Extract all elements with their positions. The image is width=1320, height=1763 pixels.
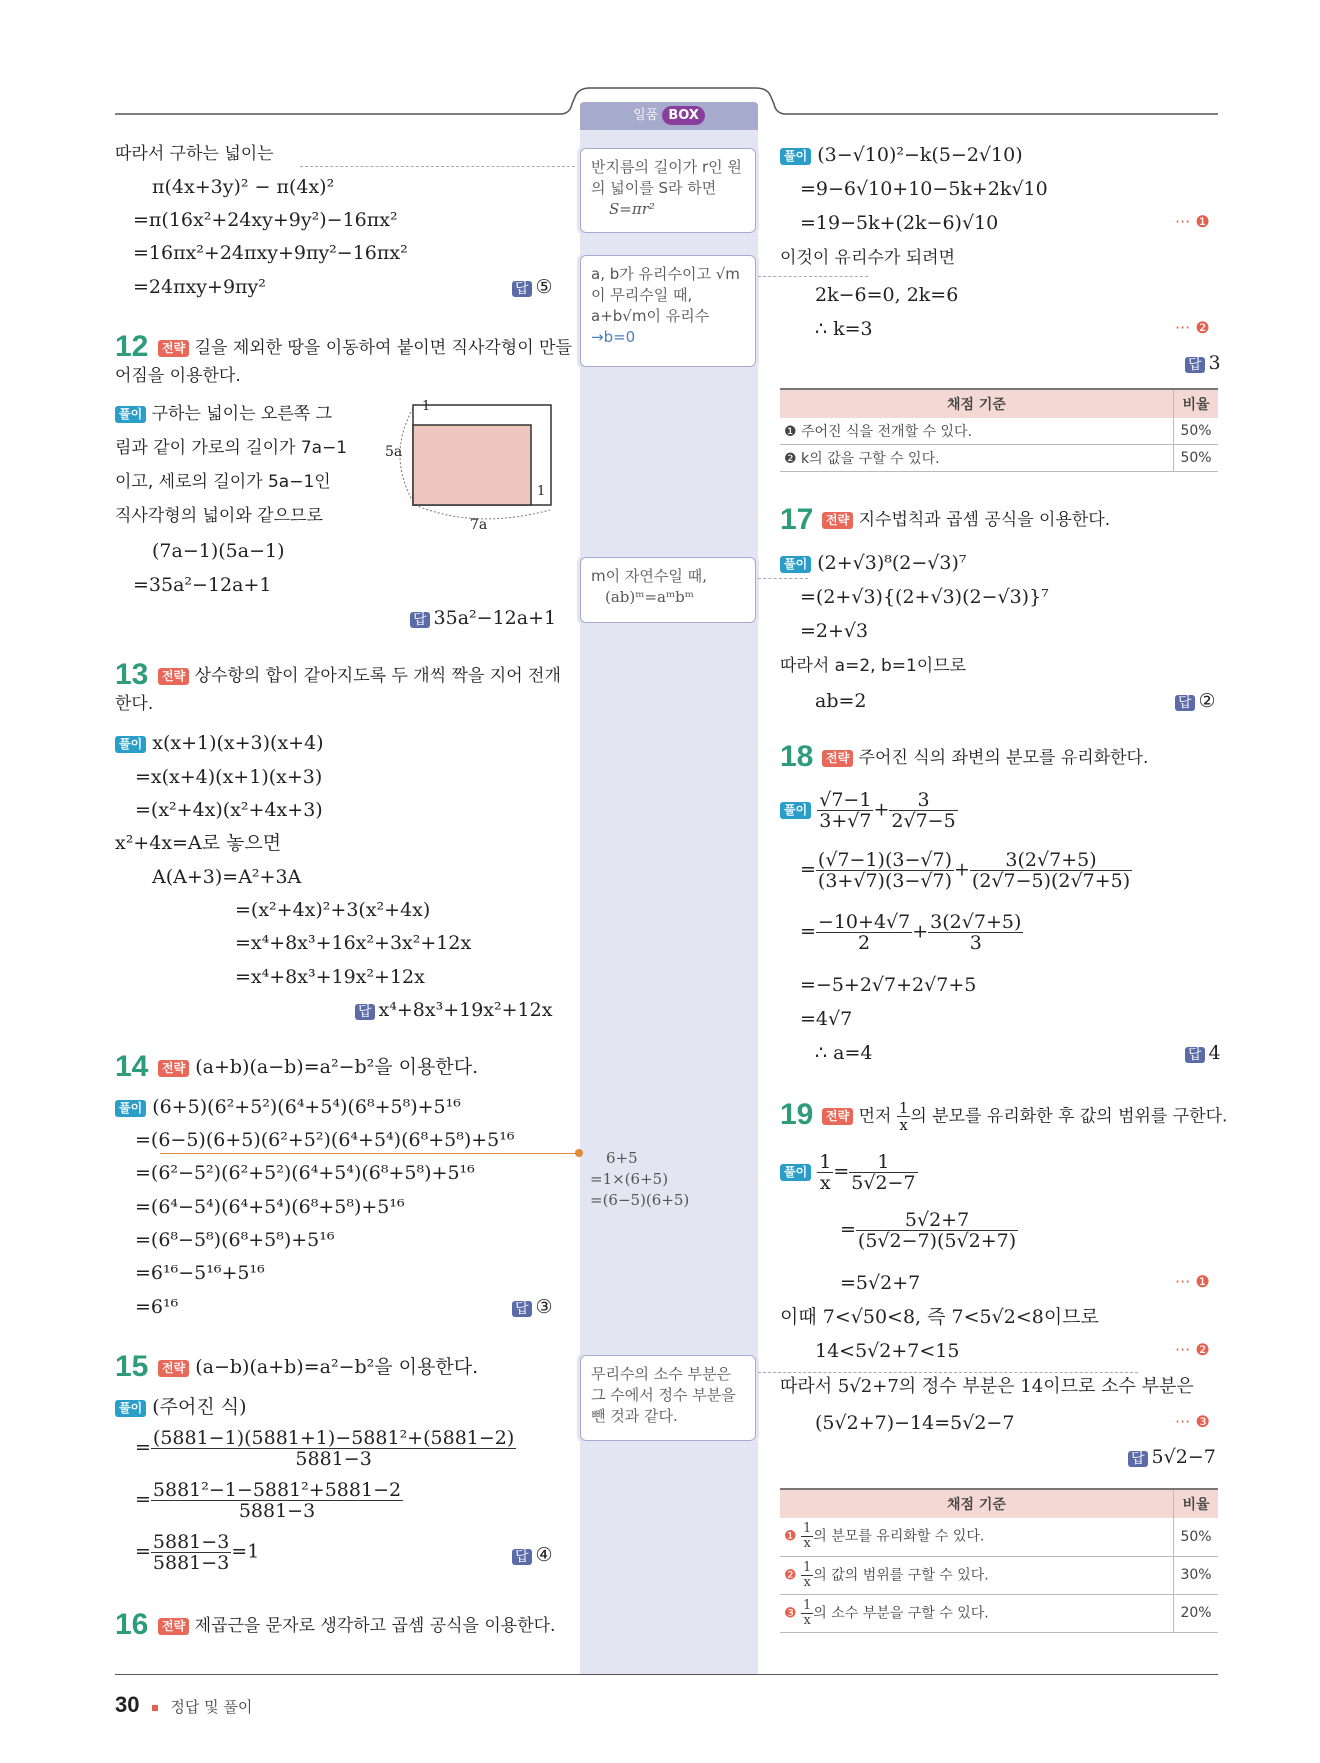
- connector-line: [300, 166, 580, 167]
- denominator: (2√7−5)(2√7+5): [971, 870, 1131, 892]
- eq-line: 이때 7<√50<8, 즉 7<5√2<8이므로: [780, 1306, 1099, 1328]
- strategy-text: 제곱근을 문자로 생각하고 곱셈 공식을 이용한다.: [194, 1616, 556, 1636]
- table-cell: 50%: [1174, 1518, 1219, 1556]
- numerator: (5881−1)(5881+1)−5881²+(5881−2): [152, 1427, 515, 1449]
- fraction: [816, 912, 912, 953]
- numerator: 3(2√7+5): [970, 850, 1132, 871]
- table-cell: [780, 1594, 1174, 1632]
- answer-value: ⑤: [535, 276, 553, 298]
- note-text: =(6−5)(6+5): [590, 1191, 690, 1209]
- footer-bullet-icon: [152, 1705, 158, 1711]
- table-row: [780, 1518, 1218, 1556]
- answer-value: 3: [1208, 352, 1221, 374]
- connector-line: [160, 1153, 580, 1154]
- answer: [1175, 686, 1216, 718]
- numerator: 3(2√7+5): [930, 911, 1022, 933]
- solution-line: [780, 548, 967, 578]
- eq-line: =9−6√10+10−5k+2k√10: [800, 178, 1048, 200]
- note-text: 이 무리수일 때,: [591, 286, 693, 304]
- problem-number: 19: [780, 1098, 814, 1131]
- solution-tag: 풀이: [780, 1164, 811, 1181]
- box-tab-badge: BOX: [662, 106, 705, 125]
- fraction: [928, 912, 1023, 953]
- answer-value: 4: [1208, 1042, 1221, 1064]
- numerator: −10+4√7: [817, 911, 911, 933]
- numerator: √7−1: [819, 789, 872, 811]
- denominator: 3+√7: [819, 810, 872, 832]
- table-header: 채점 기준: [780, 389, 1174, 418]
- eq-line: =24πxy+9πy²: [133, 276, 266, 298]
- eq-line: =(6²−5²)(6²+5²)(6⁴+5⁴)(6⁸+5⁸)+5¹⁶: [135, 1162, 475, 1184]
- denominator: 5881−3: [238, 1500, 316, 1522]
- note-box: [580, 255, 756, 367]
- eq-line: ab=2: [815, 690, 867, 712]
- answer-icon: 답: [1185, 357, 1205, 373]
- table-cell: 30%: [1174, 1556, 1219, 1594]
- note-text: 6+5: [606, 1149, 638, 1167]
- table-cell: 50%: [1174, 418, 1219, 445]
- table-row: [780, 1594, 1218, 1632]
- scoring-table: [780, 388, 1218, 472]
- fraction: [849, 1152, 917, 1193]
- answer-icon: 답: [410, 612, 430, 628]
- eq-line: =π(16x²+24xy+9y²)−16πx²: [133, 209, 398, 231]
- page-number: 30: [115, 1692, 140, 1717]
- strategy: [822, 1100, 1227, 1133]
- fraction-line: = $\frac{-10+4√7}{2}$ + $\frac{3(2√7+5)}{3}$: [800, 911, 1022, 954]
- table-header: 비율: [1174, 389, 1219, 418]
- strategy-cont: 한다.: [115, 694, 154, 714]
- note-text: a, b가 유리수이고 √m: [591, 265, 740, 283]
- step-icon: ❷: [784, 1567, 797, 1583]
- denominator: (5√2−7)(5√2+7): [857, 1230, 1017, 1252]
- fraction: [817, 790, 873, 831]
- table-cell: 50%: [1174, 445, 1219, 472]
- strategy-tag: 전략: [822, 1108, 853, 1125]
- answer-icon: 답: [1128, 1451, 1148, 1467]
- table-row: [780, 1556, 1218, 1594]
- answer-icon: 답: [1175, 695, 1195, 711]
- note-text: (ab)ᵐ=aᵐbᵐ: [605, 588, 694, 606]
- answer: [1185, 348, 1221, 380]
- eq-line: =(6−5)(6+5)(6²+5²)(6⁴+5⁴)(6⁸+5⁸)+5¹⁶: [135, 1129, 515, 1151]
- solution-line: 직사각형의 넓이와 같으므로: [115, 506, 323, 526]
- problem-number: 16: [115, 1608, 149, 1641]
- problem-number: 13: [115, 658, 149, 691]
- eq-line: =6¹⁶: [135, 1296, 179, 1318]
- eq-line: =x⁴+8x³+19x²+12x: [235, 966, 425, 988]
- eq-text: (3−√10)²−k(5−2√10): [817, 144, 1023, 166]
- note-text: 반지름의 길이가 r인 원: [591, 158, 742, 176]
- note-box: [580, 148, 756, 233]
- eq-line: x²+4x=A로 놓으면: [115, 832, 282, 854]
- numerator: 3: [889, 790, 957, 811]
- page-footer: [115, 1692, 252, 1718]
- eq-line: (5√2+7)−14=5√2−7: [815, 1412, 1015, 1434]
- result: =1: [231, 1540, 260, 1563]
- numerator: (√7−1)(3−√7): [817, 849, 952, 871]
- answer-value: x⁴+8x³+19x²+12x: [378, 999, 553, 1021]
- solution-line: 이고, 세로의 길이가 5a−1인: [115, 472, 331, 492]
- criterion-text: 의 소수 부분을 구할 수 있다.: [813, 1605, 989, 1621]
- answer-value: 35a²−12a+1: [433, 607, 557, 629]
- footer-title: 정답 및 풀이: [170, 1698, 253, 1716]
- problem-number: 14: [115, 1050, 149, 1083]
- strategy: [158, 1052, 478, 1082]
- eq-line: =2+√3: [800, 620, 869, 642]
- denominator: x: [819, 1172, 831, 1194]
- step-marker: ··· ❶: [1175, 212, 1210, 231]
- answer-value: ③: [535, 1296, 553, 1318]
- fig-label: 1: [537, 484, 546, 499]
- footer-rule: [115, 1674, 1218, 1675]
- strategy-text: 길을 제외한 땅을 이동하여 붙이면 직사각형이 만들: [194, 338, 572, 358]
- note-text: 그 수에서 정수 부분을: [591, 1386, 736, 1404]
- answer: [1128, 1442, 1216, 1474]
- eq-line: ∴ k=3: [815, 318, 873, 340]
- eq-text: (6+5)(6²+5²)(6⁴+5⁴)(6⁸+5⁸)+5¹⁶: [152, 1096, 461, 1118]
- strategy-text: 먼저: [858, 1106, 892, 1127]
- fraction: [151, 1532, 231, 1573]
- note-text: 무리수의 소수 부분은: [591, 1365, 731, 1383]
- numerator: 1: [803, 1559, 812, 1575]
- step-marker: ··· ❷: [1175, 1340, 1210, 1359]
- answer: [512, 1292, 553, 1324]
- note-box: [580, 557, 756, 623]
- step-marker: ··· ❷: [1175, 318, 1210, 337]
- answer-icon: 답: [355, 1004, 375, 1020]
- strategy: [158, 334, 572, 362]
- problem-number: 17: [780, 503, 814, 536]
- numerator: 5√2+7: [856, 1210, 1018, 1231]
- answer: [1185, 1038, 1221, 1070]
- solution-text: 구하는 넓이는 오른쪽 그: [151, 404, 333, 424]
- eq-line: A(A+3)=A²+3A: [152, 866, 302, 888]
- numerator: 1: [803, 1521, 812, 1537]
- step-icon: ❸: [784, 1605, 797, 1621]
- numerator: 1: [819, 1151, 832, 1173]
- answer-value: ④: [535, 1544, 553, 1566]
- strategy-text: 지수법칙과 곱셈 공식을 이용한다.: [858, 510, 1111, 530]
- strategy: [158, 1352, 478, 1382]
- eq-text: x(x+1)(x+3)(x+4): [152, 732, 324, 754]
- answer-icon: 답: [512, 281, 532, 297]
- eq-line: =4√7: [800, 1008, 853, 1030]
- fraction-line: = $\frac{5881-3}{5881-3}$ =1: [135, 1531, 260, 1574]
- eq-text: (2+√3)⁸(2−√3)⁷: [817, 552, 967, 574]
- table-row: [780, 445, 1218, 472]
- connector-line: [758, 276, 868, 277]
- table-cell: ❷ k의 값을 구할 수 있다.: [780, 445, 1174, 472]
- solution-line: 림과 같이 가로의 길이가 7a−1: [115, 438, 348, 458]
- strategy-tag: 전략: [822, 512, 853, 529]
- solution-tag: 풀이: [780, 556, 811, 573]
- table-header: 채점 기준: [780, 1489, 1174, 1518]
- fraction-line: = $\frac{(√7-1)(3-√7)}{(3+√7)(3-√7)}$ + $\frac{3(2√7+5)}{(2√7-5)(2√7+5)}$: [800, 849, 1131, 892]
- fraction-line: 풀이 $\frac{√7-1}{3+√7}$ + $\frac{3}{2√7-5}$: [780, 790, 958, 831]
- solution-tag: 풀이: [780, 148, 811, 165]
- connector-line: [758, 578, 808, 579]
- problem-number: 12: [115, 330, 149, 363]
- fraction: [856, 1210, 1018, 1251]
- solution-tag: 풀이: [115, 406, 146, 423]
- fraction: [801, 1599, 813, 1628]
- strategy-cont: 어짐을 이용한다.: [115, 366, 241, 386]
- eq-line: 14<5√2+7<15: [815, 1340, 960, 1362]
- note-text: m이 자연수일 때,: [591, 567, 707, 585]
- problem-number: 18: [780, 740, 814, 773]
- fraction-line: = $\frac{\text{5881²−1−5881²+5881−2}}{5881-3}$: [135, 1479, 402, 1522]
- fraction: [151, 1480, 403, 1521]
- table-row: [780, 418, 1218, 445]
- note-text: =1×(6+5): [590, 1170, 669, 1188]
- fig-label: 1: [422, 399, 431, 414]
- solution-tag: 풀이: [115, 1400, 146, 1417]
- box-tab: [580, 102, 758, 130]
- table-header: 비율: [1174, 1489, 1219, 1518]
- fraction: [889, 790, 957, 831]
- answer-value: 5√2−7: [1151, 1446, 1216, 1468]
- denominator: x: [803, 1574, 811, 1590]
- denominator: x: [803, 1612, 811, 1628]
- table-cell: ❶ 주어진 식을 전개할 수 있다.: [780, 418, 1174, 445]
- denominator: 5881−3: [152, 1552, 230, 1574]
- answer: [355, 995, 552, 1027]
- fig-label: 5a: [385, 444, 403, 460]
- step-marker: ··· ❶: [1175, 1272, 1210, 1291]
- answer-icon: 답: [512, 1549, 532, 1565]
- denominator: 3: [969, 932, 982, 954]
- solution-line: [115, 400, 332, 428]
- solution-line: [115, 728, 324, 758]
- answer: [512, 1540, 553, 1572]
- criterion-text: 의 분모를 유리화할 수 있다.: [813, 1528, 985, 1545]
- denominator: 5881−3: [295, 1448, 372, 1470]
- eq-line: =x⁴+8x³+16x²+3x²+12x: [235, 932, 472, 954]
- denominator: x: [803, 1536, 811, 1552]
- eq-text: (주어진 식): [152, 1396, 247, 1418]
- strategy: [158, 1612, 555, 1640]
- fraction: [816, 850, 954, 891]
- answer: [410, 603, 556, 635]
- step-marker: ··· ❸: [1175, 1412, 1210, 1431]
- solution-tag: 풀이: [780, 802, 811, 819]
- denominator: 5√2−7: [851, 1172, 916, 1194]
- answer-value: ②: [1198, 690, 1216, 712]
- criterion-text: 의 값의 범위를 구할 수 있다.: [813, 1567, 989, 1583]
- denominator: x: [899, 1116, 908, 1134]
- eq-line: =(x²+4x)²+3(x²+4x): [235, 899, 431, 921]
- numerator: 5881²−1−5881²+5881−2: [152, 1479, 402, 1501]
- strategy-tag: 전략: [158, 340, 189, 357]
- strategy-text: (a+b)(a−b)=a²−b²을 이용한다.: [195, 1056, 479, 1078]
- intro-text: 따라서 구하는 넓이는: [115, 144, 274, 164]
- strategy: [158, 662, 561, 690]
- denominator: (3+√7)(3−√7): [817, 870, 952, 892]
- fraction-line: 풀이 $\frac{1}{x}$ = $\frac{1}{5√2-7}$: [780, 1152, 918, 1193]
- strategy: [822, 744, 1148, 772]
- numerator: 1: [898, 1099, 909, 1117]
- fraction: [151, 1428, 516, 1469]
- solution-line: [780, 140, 1023, 170]
- fraction: [817, 1152, 833, 1193]
- connector-dot: [575, 1149, 583, 1157]
- eq-line: =6¹⁶−5¹⁶+5¹⁶: [135, 1262, 265, 1284]
- rectangle-figure: [385, 400, 555, 535]
- eq-line: =(2+√3){(2+√3)(2−√3)}⁷: [800, 586, 1049, 608]
- strategy-text: (a−b)(a+b)=a²−b²을 이용한다.: [195, 1356, 479, 1378]
- eq-line: 2k−6=0, 2k=6: [815, 284, 959, 306]
- scoring-table: [780, 1488, 1218, 1633]
- strategy-tag: 전략: [158, 1360, 189, 1377]
- numerator: 5881−3: [152, 1531, 230, 1553]
- strategy-tag: 전략: [158, 1618, 189, 1635]
- strategy-tag: 전략: [158, 668, 189, 685]
- solution-line: [115, 1392, 247, 1422]
- strategy: [822, 506, 1110, 534]
- eq-line: =(6⁸−5⁸)(6⁸+5⁸)+5¹⁶: [135, 1229, 335, 1251]
- eq-line: =−5+2√7+2√7+5: [800, 974, 977, 996]
- answer-icon: 답: [512, 1301, 532, 1317]
- table-cell: [780, 1518, 1174, 1556]
- strategy-text: 주어진 식의 좌변의 분모를 유리화한다.: [858, 748, 1149, 768]
- note-text: 뺀 것과 같다.: [591, 1407, 678, 1425]
- solution-line: [115, 1092, 461, 1122]
- eq-line: (7a−1)(5a−1): [152, 540, 285, 562]
- table-cell: [780, 1556, 1174, 1594]
- note-text: →b=0: [591, 328, 636, 346]
- solution-tag: 풀이: [115, 736, 146, 753]
- strategy-text: 상수항의 합이 같아지도록 두 개씩 짝을 지어 전개: [194, 666, 561, 686]
- eq-line: ∴ a=4: [815, 1042, 873, 1064]
- eq-line: 따라서 5√2+7의 정수 부분은 14이므로 소수 부분은: [780, 1376, 1194, 1397]
- eq-line: 이것이 유리수가 되려면: [780, 248, 956, 268]
- fraction: [801, 1522, 813, 1551]
- note-text: 의 넓이를 S라 하면: [591, 179, 717, 197]
- fraction-line: = $\frac{5√2+7}{(5√2-7)(5√2+7)}$: [840, 1209, 1017, 1252]
- fig-label: 7a: [470, 517, 488, 533]
- numerator: 1: [849, 1152, 917, 1173]
- strategy-tag: 전략: [158, 1060, 189, 1077]
- eq-line: =19−5k+(2k−6)√10: [800, 212, 999, 234]
- table-cell: 20%: [1174, 1594, 1219, 1632]
- fraction: [801, 1561, 813, 1590]
- problem-number: 15: [115, 1350, 149, 1383]
- fraction-line: = $\frac{\text{(5881−1)(5881+1)−5881²+(5881−2)}}{5881-3}$: [135, 1427, 515, 1470]
- eq-line: 따라서 a=2, b=1이므로: [780, 656, 967, 676]
- fraction: [970, 850, 1132, 891]
- note-text: a+b√m이 유리수: [591, 307, 710, 325]
- eq-line: =x(x+4)(x+1)(x+3): [135, 766, 323, 788]
- numerator: 1: [803, 1597, 812, 1613]
- denominator: 2: [858, 932, 871, 954]
- strategy-text: 의 분모를 유리화한 후 값의 범위를 구한다.: [910, 1106, 1228, 1127]
- note-plain: [590, 1148, 689, 1211]
- eq-line: =(x²+4x)(x²+4x+3): [135, 799, 323, 821]
- eq-line: =16πx²+24πxy+9πy²−16πx²: [133, 242, 408, 264]
- strategy-tag: 전략: [822, 750, 853, 767]
- fraction: [897, 1100, 911, 1133]
- answer: [512, 272, 553, 304]
- eq-line: =35a²−12a+1: [133, 574, 272, 596]
- eq-line: π(4x+3y)² − π(4x)²: [152, 176, 335, 198]
- answer-icon: 답: [1185, 1047, 1205, 1063]
- box-tab-label: 일품: [633, 108, 659, 123]
- denominator: 2√7−5: [891, 810, 956, 832]
- note-text: S=πr²: [609, 200, 655, 218]
- solution-tag: 풀이: [115, 1100, 146, 1117]
- eq-line: =5√2+7: [840, 1272, 921, 1294]
- step-icon: ❶: [784, 1528, 797, 1545]
- eq-line: =(6⁴−5⁴)(6⁴+5⁴)(6⁸+5⁸)+5¹⁶: [135, 1196, 405, 1218]
- note-box: [580, 1355, 756, 1441]
